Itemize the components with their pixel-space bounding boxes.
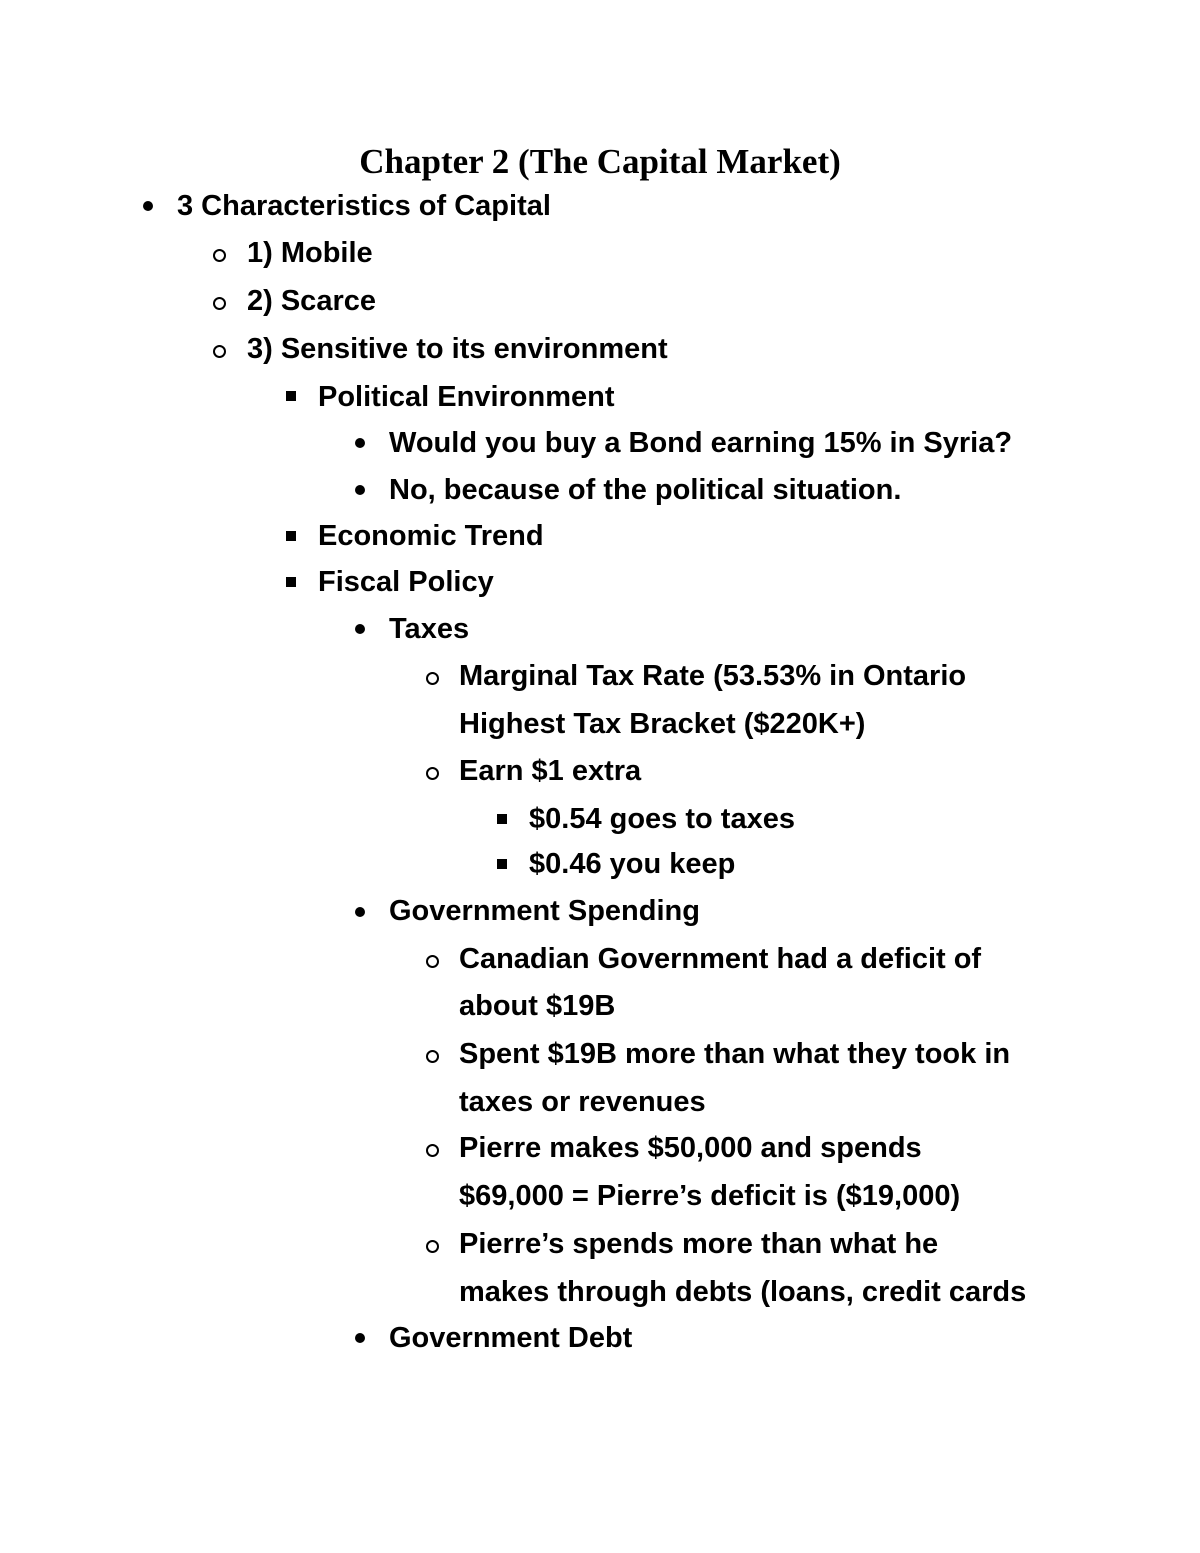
outline-line: Pierre makes $50,000 and spends xyxy=(459,1132,922,1164)
outline-line-continuation: makes through debts (loans, credit cards xyxy=(459,1276,1027,1308)
outline-line: Fiscal Policy xyxy=(318,566,494,598)
disc-bullet-icon xyxy=(355,438,365,448)
disc-bullet-icon xyxy=(355,624,365,634)
square-bullet-icon xyxy=(286,391,296,401)
outline-line: Spent $19B more than what they took in xyxy=(459,1038,1011,1070)
outline-line: 3 Characteristics of Capital xyxy=(177,190,551,222)
square-bullet-icon xyxy=(286,531,296,541)
circle-bullet-icon xyxy=(426,1144,439,1157)
outline-line: Economic Trend xyxy=(318,520,544,552)
disc-bullet-icon xyxy=(355,485,365,495)
square-bullet-icon xyxy=(286,577,296,587)
circle-bullet-icon xyxy=(213,249,226,262)
outline-line-continuation: Highest Tax Bracket ($220K+) xyxy=(459,708,866,740)
square-bullet-icon xyxy=(497,814,507,824)
page-title: Chapter 2 (The Capital Market) xyxy=(359,142,841,181)
outline-line: Canadian Government had a deficit of xyxy=(459,943,982,975)
outline-line-continuation: $69,000 = Pierre’s deficit is ($19,000) xyxy=(459,1180,961,1212)
circle-bullet-icon xyxy=(213,345,226,358)
outline-line: No, because of the political situation. xyxy=(389,474,902,506)
outline-line: $0.54 goes to taxes xyxy=(529,803,795,835)
outline-line: 1) Mobile xyxy=(247,237,373,269)
outline-line: Marginal Tax Rate (53.53% in Ontario xyxy=(459,660,967,692)
disc-bullet-icon xyxy=(143,201,153,211)
outline-line-continuation: taxes or revenues xyxy=(459,1086,706,1118)
outline-line: 2) Scarce xyxy=(247,285,376,317)
outline-line: 3) Sensitive to its environment xyxy=(247,333,668,365)
outline-line: Government Spending xyxy=(389,895,700,927)
outline-line: $0.46 you keep xyxy=(529,848,736,880)
circle-bullet-icon xyxy=(426,767,439,780)
disc-bullet-icon xyxy=(355,1333,365,1343)
circle-bullet-icon xyxy=(426,1240,439,1253)
circle-bullet-icon xyxy=(426,672,439,685)
outline-line: Government Debt xyxy=(389,1322,633,1354)
circle-bullet-icon xyxy=(213,297,226,310)
circle-bullet-icon xyxy=(426,1050,439,1063)
outline-line: Political Environment xyxy=(318,381,615,413)
outline-line: Would you buy a Bond earning 15% in Syria? xyxy=(389,427,1013,459)
disc-bullet-icon xyxy=(355,907,365,917)
square-bullet-icon xyxy=(497,859,507,869)
outline-line: Earn $1 extra xyxy=(459,755,642,787)
outline-line: Pierre’s spends more than what he xyxy=(459,1228,939,1260)
outline-line: Taxes xyxy=(389,613,470,645)
outline-line-continuation: about $19B xyxy=(459,990,616,1022)
circle-bullet-icon xyxy=(426,955,439,968)
